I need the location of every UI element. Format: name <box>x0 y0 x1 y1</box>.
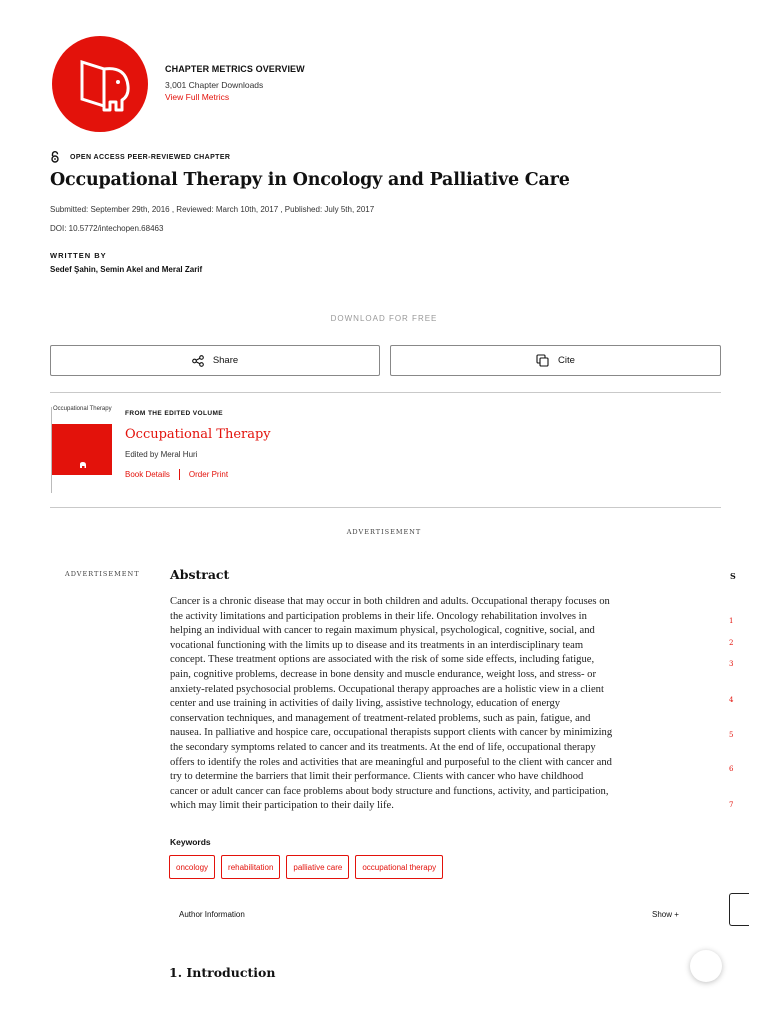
cite-label: Cite <box>558 355 575 366</box>
toc-item-number[interactable]: 6 <box>729 765 734 773</box>
order-print-link[interactable]: Order Print <box>188 470 229 479</box>
edited-volume-label: FROM THE EDITED VOLUME <box>125 410 223 417</box>
volume-title-link[interactable]: Occupational Therapy <box>125 427 271 442</box>
author-information-label: Author Information <box>179 910 245 919</box>
keyword-tag[interactable]: oncology <box>169 855 215 879</box>
toc-item-number[interactable]: 2 <box>729 639 734 647</box>
book-details-link[interactable]: Book Details <box>125 470 170 479</box>
toc-item-number[interactable]: 1 <box>729 617 734 625</box>
toc-item-number[interactable]: 3 <box>729 660 734 668</box>
metrics-title: CHAPTER METRICS OVERVIEW <box>165 64 305 74</box>
divider <box>50 392 721 393</box>
abstract-heading: Abstract <box>170 567 230 582</box>
toc-item-number[interactable]: 5 <box>729 731 734 739</box>
keyword-tag[interactable]: palliative care <box>286 855 349 879</box>
intechopen-logo[interactable] <box>52 36 148 132</box>
book-cover-image[interactable] <box>52 424 112 475</box>
link-separator <box>179 469 180 480</box>
abstract-text: Cancer is a chronic disease that may occur in both children and adults. Occupational therapy focuses on the activity limitations and participation problems in their life. Oncology rehabilitation involves in helping an individual with cancer to regain maximum physical, psychological, cognitive, social, and vocational functioning with the limits up to disease and its treatments in an interdisciplinary team concept. These treatment options are associated with the risk of some side effects, including fatigue, pain, cognitive problems, decrease in bone density and muscle endurance, weight loss, and stress- or anxiety-related psychosocial problems. Occupational therapy approaches are a holistic view in a client center and use training in activities of daily living, assistive technology, education of energy conservation techniques, and management of treatment-related problems, such as pain, fatigue, and nausea. In palliative and hospice care, occupational therapists support clients with cancer by minimizing the secondary symptoms related to cancer and its treatments. At the end of life, occupational therapy offers to identify the roles and activities that are meaningful and purposeful to the client with cancer and try to determine the barriers that limit their performance. Clients with cancer who have childhood cancer or adult cancer can face problems about body structure and functions, activity, and participation, which may limit their participation to their daily life. <box>170 596 613 812</box>
cite-button[interactable] <box>390 345 721 376</box>
toc-item-number[interactable]: 7 <box>729 801 734 809</box>
publication-dates: Submitted: September 29th, 2016 , Reviewed: March 10th, 2017 , Published: July 5th, 2017 <box>50 205 375 214</box>
toc-heading: S <box>730 571 736 581</box>
keyword-tag[interactable]: occupational therapy <box>355 855 443 879</box>
share-label: Share <box>212 355 239 366</box>
advertisement-label: ADVERTISEMENT <box>346 528 422 536</box>
book-cover-alt-text: Occupational Therapy <box>53 406 112 412</box>
download-button[interactable]: DOWNLOAD FOR FREE <box>330 314 438 323</box>
view-metrics-link[interactable]: View Full Metrics <box>165 92 230 102</box>
chapter-title: Occupational Therapy in Oncology and Palliative Care <box>50 170 570 190</box>
volume-editor: Edited by Meral Huri <box>125 450 198 459</box>
copy-icon <box>536 354 549 367</box>
book-cover-logo-icon <box>52 424 112 475</box>
floating-action-button[interactable] <box>690 950 722 982</box>
volume-links <box>125 469 228 480</box>
sidebar-advertisement-label: ADVERTISEMENT <box>65 570 140 578</box>
share-icon <box>192 355 204 367</box>
sidebar-panel-edge[interactable] <box>729 893 749 926</box>
author-list[interactable]: Sedef Şahin, Semin Akel and Meral Zarif <box>50 265 203 274</box>
keywords-heading: Keywords <box>170 837 211 847</box>
toc-item-number[interactable]: 4 <box>729 696 734 704</box>
show-author-info-toggle[interactable]: Show + <box>652 910 679 919</box>
open-access-badge <box>50 151 230 163</box>
open-access-icon <box>50 151 60 163</box>
open-access-label: OPEN ACCESS PEER-REVIEWED CHAPTER <box>70 153 231 161</box>
keyword-list <box>169 855 443 879</box>
introduction-heading: 1. Introduction <box>169 965 276 980</box>
elephant-icon <box>52 36 148 132</box>
divider <box>50 507 721 508</box>
doi[interactable]: DOI: 10.5772/intechopen.68463 <box>50 224 164 233</box>
written-by-label: WRITTEN BY <box>50 251 107 260</box>
share-button[interactable] <box>50 345 380 376</box>
keyword-tag[interactable]: rehabilitation <box>221 855 280 879</box>
download-count: 3,001 Chapter Downloads <box>165 80 264 90</box>
